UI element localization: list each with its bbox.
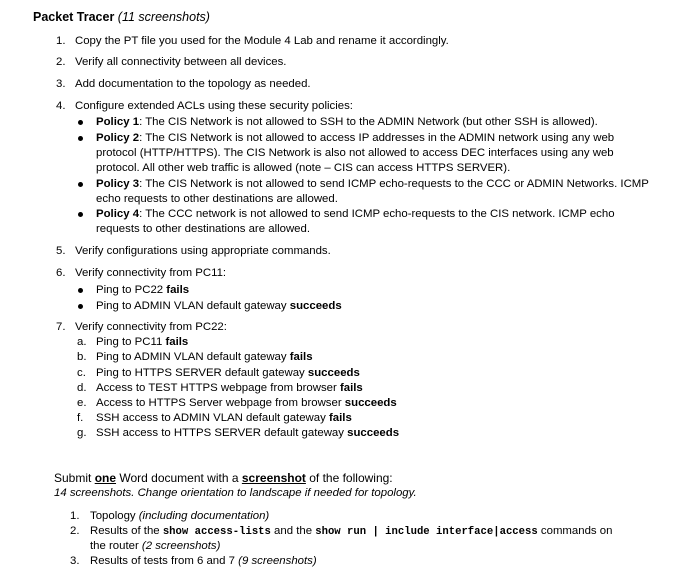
- pc11-test: Ping to PC22 fails: [96, 284, 190, 296]
- list-letter: a.: [77, 336, 87, 348]
- bullet-icon: [78, 212, 83, 217]
- step-text: Copy the PT file you used for the Module 4 Lab and rename it accordingly.: [75, 35, 449, 47]
- step-number: 5.: [56, 245, 66, 257]
- policy-4: Policy 4: The CCC network is not allowed to send ICMP echo-requests to the CIS network. ICMP echo: [96, 208, 615, 220]
- deliverable-2-cont: the router (2 screenshots): [90, 540, 221, 552]
- step-number: 7.: [56, 321, 66, 333]
- pc22-test: Access to TEST HTTPS webpage from browser fails: [96, 382, 363, 394]
- step-number: 3.: [56, 78, 66, 90]
- bullet-icon: [78, 136, 83, 141]
- pc22-test: Ping to PC11 fails: [96, 336, 189, 348]
- step-number: 2.: [56, 56, 66, 68]
- bullet-icon: [78, 288, 83, 293]
- step-text: Verify configurations using appropriate commands.: [75, 245, 331, 257]
- list-letter: g.: [77, 427, 87, 439]
- deliverable-1: Topology (including documentation): [90, 510, 270, 522]
- step-text: Verify all connectivity between all devices.: [75, 56, 287, 68]
- policy-3-cont: echo requests to other destinations are allowed.: [96, 193, 338, 205]
- policy-4-cont: requests to other destinations are allowed.: [96, 223, 311, 235]
- pc22-test: SSH access to HTTPS SERVER default gateway succeeds: [96, 427, 400, 439]
- pc22-test: Ping to ADMIN VLAN default gateway fails: [96, 351, 313, 363]
- step-text: Verify connectivity from PC22:: [75, 321, 227, 333]
- submit-instruction: Submit one Word document with a screenshot of the following:: [54, 471, 393, 485]
- deliverable-2: Results of the show access-lists and the show run | include interface|access commands on: [90, 525, 613, 538]
- policy-3: Policy 3: The CIS Network is not allowed to send ICMP echo-requests to the CCC or ADMIN Networks. ICMP: [96, 178, 649, 190]
- bullet-icon: [78, 182, 83, 187]
- submit-note: 14 screenshots. Change orientation to landscape if needed for topology.: [54, 487, 417, 499]
- step-text: Add documentation to the topology as needed.: [75, 78, 311, 90]
- step-text: Verify connectivity from PC11:: [75, 267, 227, 279]
- bullet-icon: [78, 120, 83, 125]
- step-number: 1.: [56, 35, 66, 47]
- step-number: 4.: [56, 100, 66, 112]
- list-letter: c.: [77, 367, 86, 379]
- step-number: 6.: [56, 267, 66, 279]
- list-number: 1.: [70, 510, 80, 522]
- pc22-test: Ping to HTTPS SERVER default gateway succeeds: [96, 367, 360, 379]
- pc11-test: Ping to ADMIN VLAN default gateway succeeds: [96, 300, 342, 312]
- list-letter: f.: [77, 412, 84, 424]
- deliverable-3: Results of tests from 6 and 7 (9 screenshots): [90, 555, 317, 567]
- policy-2: Policy 2: The CIS Network is not allowed to access IP addresses in the ADMIN network using any web: [96, 132, 615, 144]
- list-letter: e.: [77, 397, 87, 409]
- pc22-test: Access to HTTPS Server webpage from browser succeeds: [96, 397, 397, 409]
- list-letter: b.: [77, 351, 87, 363]
- list-letter: d.: [77, 382, 87, 394]
- bullet-icon: [78, 304, 83, 309]
- list-number: 3.: [70, 555, 80, 567]
- pc22-test: SSH access to ADMIN VLAN default gateway fails: [96, 412, 352, 424]
- policy-2-cont: protocol. All other web traffic is allowed (note – CIS can access HTTPS SERVER).: [96, 162, 511, 174]
- step-text: Configure extended ACLs using these security policies:: [75, 100, 353, 112]
- page-title: Packet Tracer (11 screenshots): [33, 10, 210, 24]
- list-number: 2.: [70, 525, 80, 537]
- policy-1: Policy 1: The CIS Network is not allowed to SSH to the ADMIN Network (but other SSH is allowed).: [96, 116, 598, 128]
- policy-2-cont: protocol (HTTP/HTTPS). The CIS Network is also not allowed to access DEC interfaces using any web: [96, 147, 614, 159]
